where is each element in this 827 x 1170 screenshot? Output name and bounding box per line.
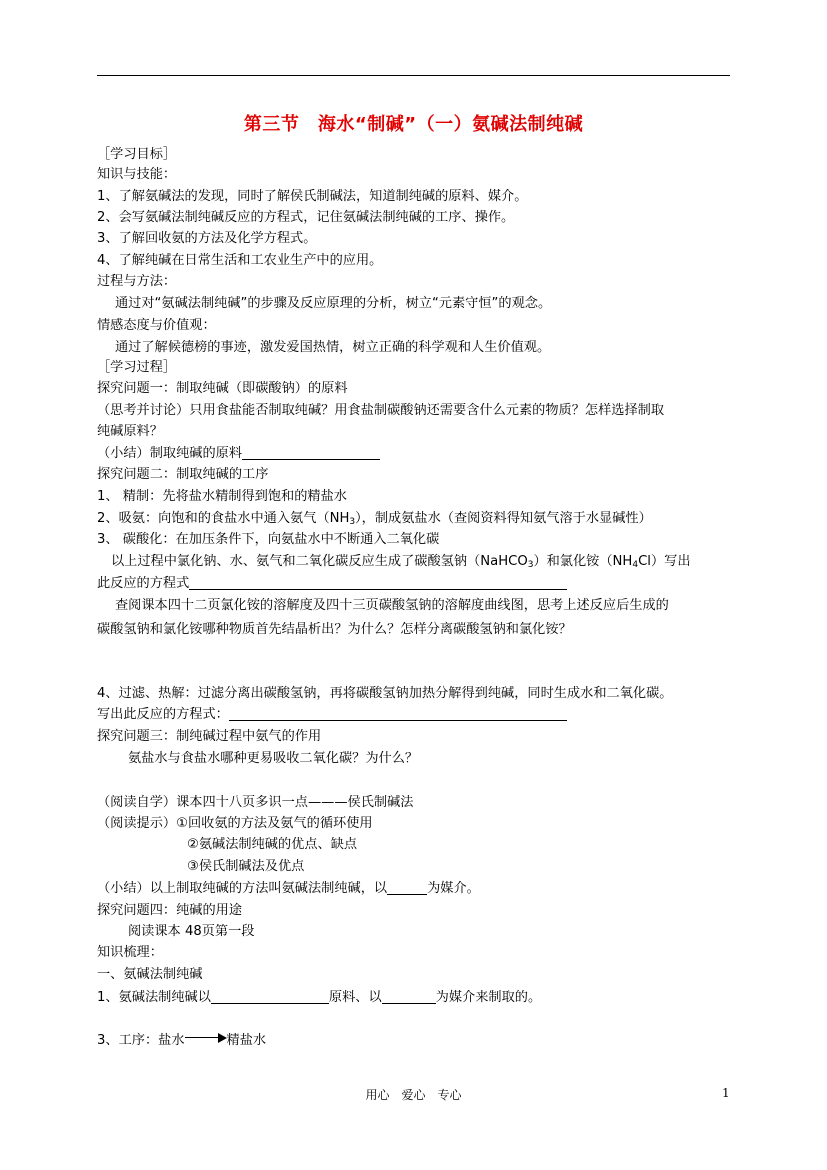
equation-blank[interactable]	[229, 706, 567, 721]
step-2	[97, 509, 652, 532]
equation-label: 此反应的方程式	[97, 576, 190, 591]
right-arrow-icon	[185, 1033, 227, 1043]
raw-material-blank[interactable]	[211, 989, 329, 1004]
knowledge-header: 知识与技能：	[97, 167, 177, 182]
objective-k4: 4、了解纯碱在日常生活和工农业生产中的应用。	[97, 253, 383, 268]
equation-blank[interactable]	[189, 575, 567, 590]
summary-text-a: （小结）以上制取纯碱的方法叫氨碱法制纯碱，以	[97, 881, 388, 896]
process-section-header: ［学习过程］	[97, 360, 177, 375]
objective-k2: 2、会写氨碱法制纯碱反应的方程式，记住氨碱法制纯碱的工序、操作。	[97, 210, 515, 225]
review-item-3	[97, 1031, 266, 1051]
question-2: 探究问题二：制取纯碱的工序	[97, 467, 269, 482]
step-4-equation	[97, 705, 567, 725]
step-3-text-a: 以上过程中氯化钠、水、氨气和二氧化碳反应生成了碳酸氢钠（NaHCO	[111, 554, 528, 569]
subscript: 3	[349, 517, 356, 527]
review-header: 知识梳理：	[97, 945, 163, 960]
question-4: 探究问题四：纯碱的用途	[97, 903, 243, 918]
summary-text-b: 为媒介。	[427, 881, 480, 896]
question-1-discuss: （思考并讨论）只用食盐能否制取纯碱？用食盐制碳酸钠还需要含什么元素的物质？怎样选择制取	[97, 403, 665, 418]
attitude-header: 情感态度与价值观：	[97, 318, 216, 333]
review-item-3-a: 3、工序：盐水	[97, 1033, 185, 1048]
reading-hint-3: ③侯氏制碱法及优点	[187, 859, 305, 874]
question-4-text: 阅读课本 48页第一段	[128, 924, 255, 939]
step-4: 4、过滤、热解：过滤分离出碳酸氢钠，再将碳酸氢钠加热分解得到纯碱，同时生成水和二氧化碳。	[97, 686, 673, 701]
reading-hint-2: ②氨碱法制纯碱的优点、缺点	[187, 837, 358, 852]
equation-label: 写出此反应的方程式：	[97, 707, 229, 722]
step-3-reading: 查阅课本四十二页氯化铵的溶解度及四十三页碳酸氢钠的溶解度曲线图，思考上述反应后生成的	[115, 598, 669, 613]
review-item-3-b: 精盐水	[226, 1033, 267, 1048]
process-text: 通过对“氨碱法制纯碱”的步骤及反应原理的分析，树立“元素守恒”的观念。	[115, 296, 552, 311]
summary-medium	[97, 879, 480, 899]
subscript: 3	[527, 560, 534, 570]
subscript: 4	[632, 560, 639, 570]
step-3-text	[111, 552, 691, 575]
page-title: 第三节 海水“制碱”（一）氨碱法制纯碱	[243, 114, 584, 135]
question-1-summary	[97, 444, 380, 464]
objective-k1: 1、了解氨碱法的发现，同时了解侯氏制碱法，知道制纯碱的原料、媒介。	[97, 189, 528, 204]
review-item-1	[97, 988, 541, 1008]
page-footer: 用心 爱心 专心	[365, 1088, 462, 1102]
step-2-text-a: 2、吸氨：向饱和的食盐水中通入氨气（NH	[97, 511, 350, 526]
step-3-text-b: ）和氯化铵（NH	[533, 554, 633, 569]
raw-material-blank[interactable]	[242, 445, 380, 460]
review-item-1-a: 1、氨碱法制纯碱以	[97, 990, 211, 1005]
step-3: 3、 碳酸化：在加压条件下，向氨盐水中不断通入二氧化碳	[97, 532, 440, 547]
question-1-discuss-cont: 纯碱原料？	[97, 424, 163, 439]
step-3-reading-cont: 碳酸氢钠和氯化铵哪种物质首先结晶析出？为什么？怎样分离碳酸氢钠和氯化铵？	[97, 622, 572, 637]
objectives-header: ［学习目标］	[97, 147, 177, 162]
medium-blank[interactable]	[382, 989, 436, 1004]
question-1: 探究问题一：制取纯碱（即碳酸钠）的原料	[97, 381, 348, 396]
page-number: 1	[722, 1086, 730, 1100]
review-item-1-b: 原料、以	[328, 990, 382, 1005]
reading-hint-1: （阅读提示）①回收氨的方法及氨气的循环使用	[97, 816, 373, 831]
question-3-text: 氨盐水与食盐水哪种更易吸收二氧化碳？为什么？	[128, 751, 419, 766]
attitude-text: 通过了解候德榜的事迹，激发爱国热情，树立正确的科学观和人生价值观。	[115, 340, 551, 355]
question-3: 探究问题三：制纯碱过程中氨气的作用	[97, 729, 322, 744]
step-2-text-b: ），制成氨盐水（查阅资料得知氨气溶于水显碱性）	[355, 511, 652, 526]
medium-blank[interactable]	[387, 880, 427, 895]
summary-label: （小结）制取纯碱的原料	[97, 446, 243, 461]
step-1: 1、 精制：先将盐水精制得到饱和的精盐水	[97, 489, 347, 504]
step-3-equation	[97, 574, 567, 594]
process-header: 过程与方法：	[97, 274, 177, 289]
header-rule	[97, 75, 730, 76]
review-section-1: 一、氨碱法制纯碱	[97, 967, 203, 982]
reading-self-study: （阅读自学）课本四十八页多识一点———侯氏制碱法	[97, 795, 414, 810]
review-item-1-c: 为媒介来制取的。	[435, 990, 542, 1005]
step-3-text-c: Cl）写出	[638, 554, 691, 569]
objective-k3: 3、了解回收氨的方法及化学方程式。	[97, 231, 317, 246]
